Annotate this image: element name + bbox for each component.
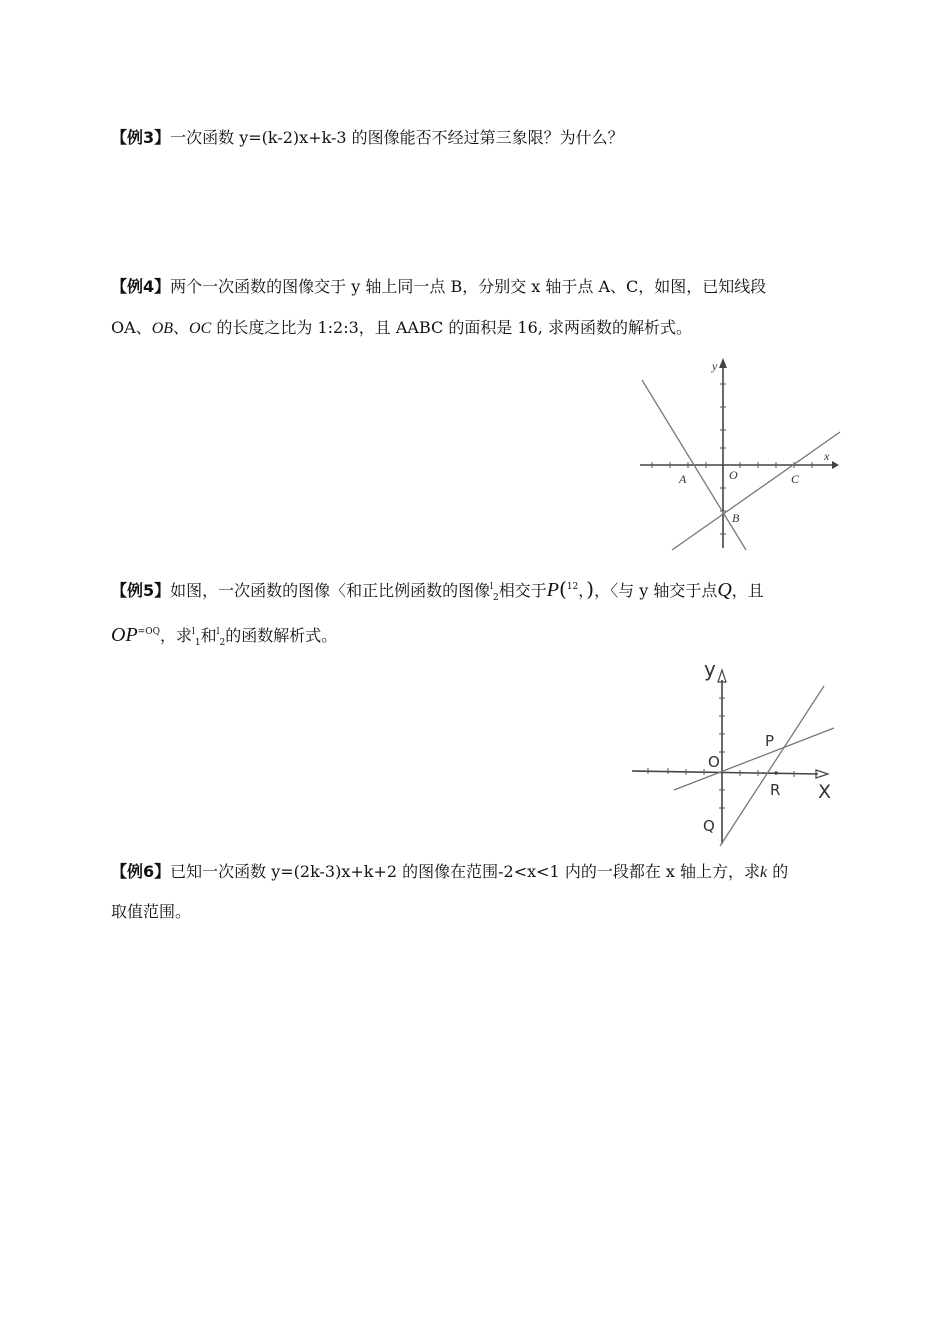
example-5-tag: 【例5】 — [111, 581, 171, 600]
point-r-label: R — [770, 781, 781, 799]
example-4-separator: 、 — [173, 318, 190, 337]
line-l2 — [674, 728, 834, 790]
example-5-text-2b: 的函数解析式。 — [225, 626, 338, 645]
example-3 — [111, 128, 624, 148]
point-p-label: P — [765, 732, 775, 750]
point-a-label: A — [679, 472, 687, 486]
origin-label: O — [708, 753, 720, 771]
example-4-ob: OB — [151, 320, 174, 337]
example-6-line-1 — [111, 862, 788, 883]
x-axis-label: x — [824, 449, 830, 463]
example-4-tag: 【例4】 — [111, 277, 171, 296]
example-4-text-1: 两个一次函数的图像交于 y 轴上同一点 B，分别交 x 轴于点 A、C，如图，已知线段 — [170, 277, 767, 296]
example-5-text-2a: ，求 — [159, 626, 192, 645]
point-q-label: Q — [703, 817, 715, 835]
example-4-line-1 — [111, 277, 766, 297]
example-3-text: 一次函数 y=(k-2)x+k-3 的图像能否不经过第三象限？为什么？ — [170, 128, 624, 147]
point-r-dot — [774, 771, 778, 775]
example-5-text-1b: 相交于 — [498, 581, 547, 600]
l2-subscript: 2 — [493, 593, 499, 604]
example-5-line-1 — [111, 576, 764, 609]
example-6-text-2: 取值范围。 — [111, 902, 192, 921]
variable-k: k — [760, 864, 768, 881]
coord-comma: ， — [578, 581, 587, 600]
point-p-coordinates: 12 — [566, 582, 579, 592]
example-4-figure — [636, 352, 842, 554]
example-4-oc: OC — [189, 320, 212, 337]
close-paren: ) — [586, 577, 595, 601]
example-6-tag: 【例6】 — [111, 862, 171, 881]
op-equals-oq: =OQ — [137, 627, 160, 637]
l2-symbol-2: l — [216, 627, 220, 637]
point-b-label: B — [732, 511, 740, 525]
open-paren: ( — [559, 577, 567, 601]
example-5-text-1c: ，〈与 y 轴交于点 — [594, 581, 718, 600]
y-axis-arrow-icon — [719, 358, 727, 368]
example-6-text-1a: 已知一次函数 y=(2k-3)x+k+2 的图像在范围-2<x<1 内的一段都在 x 轴上方，求 — [170, 862, 761, 881]
x-axis-label: X — [818, 781, 832, 803]
line-bc — [672, 432, 840, 550]
example-4-text-2: 的长度之比为 1:2:3，且 AABC 的面积是 16, 求两函数的解析式。 — [211, 318, 692, 337]
x-axis — [632, 771, 818, 774]
y-axis-label: y — [704, 657, 716, 681]
example-4-oa: OA、 — [111, 318, 152, 337]
l1-subscript: 1 — [194, 638, 201, 649]
l1-symbol: l — [192, 627, 195, 637]
op-symbol: OP — [111, 624, 138, 646]
example-4-line-2 — [111, 318, 692, 339]
example-5-text-1a: 如图，一次函数的图像〈和正比例函数的图像 — [170, 581, 491, 600]
point-c-label: C — [791, 472, 800, 486]
y-axis-label: y — [712, 359, 718, 373]
and-text: 和 — [200, 626, 217, 645]
origin-label: O — [729, 468, 738, 482]
l2-subscript-2: 2 — [219, 638, 226, 649]
point-p: P — [546, 579, 560, 601]
x-axis-arrow-icon — [832, 461, 839, 469]
example-5-figure — [628, 654, 842, 848]
example-5-line-2 — [111, 622, 337, 653]
example-3-tag: 【例3】 — [111, 128, 171, 147]
example-6-text-1b: 的 — [767, 862, 789, 881]
point-q: Q — [717, 579, 732, 601]
example-5-text-1d: ，且 — [731, 581, 764, 600]
example-6-line-2 — [111, 902, 191, 922]
l2-symbol: l — [490, 582, 494, 592]
